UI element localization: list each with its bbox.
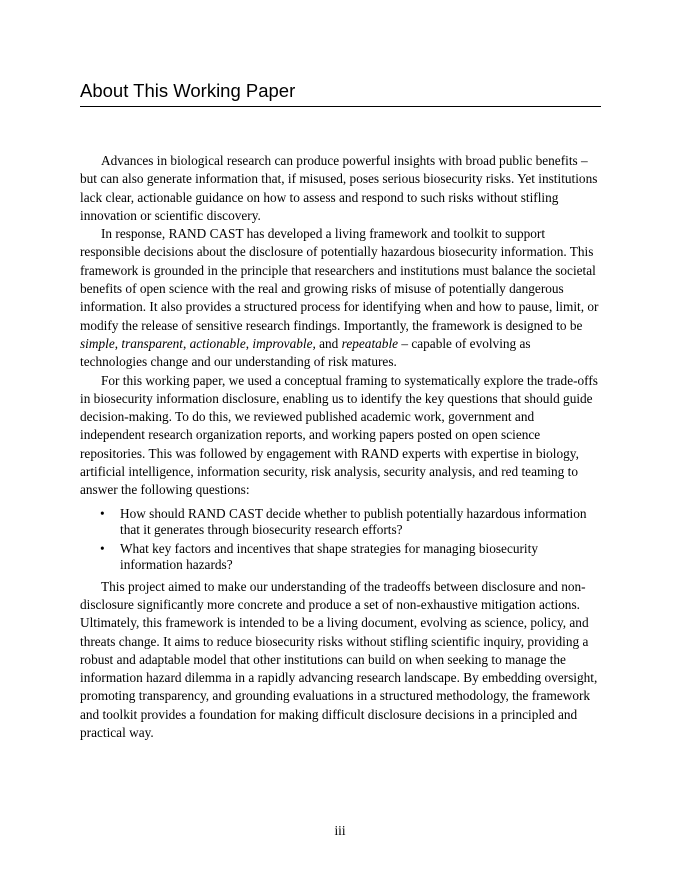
- question-list: [80, 506, 601, 574]
- separator: ,: [245, 335, 253, 351]
- separator: ,: [182, 335, 190, 351]
- bullet-icon: •: [100, 505, 105, 521]
- list-item: [100, 540, 601, 574]
- paragraph-intro: Advances in biological research can produce powerful insights with broad public benefits – but can also generate information that, if misused, poses serious biosecurity risks. Yet institutions lack clear, actionable guidance on how to assess and respond to such risks without stifling innovation or scientific discovery.: [80, 153, 598, 223]
- emphasis-simple: simple: [80, 335, 115, 351]
- list-item-text: How should RAND CAST decide whether to publish potentially hazardous information that it generates through biosecurity research efforts?: [120, 505, 587, 538]
- separator: ,: [114, 335, 122, 351]
- emphasis-actionable: actionable: [189, 335, 246, 351]
- body-text: [80, 152, 601, 742]
- list-item: [100, 505, 601, 539]
- paragraph-conclusion: This project aimed to make our understanding of the tradeoffs between disclosure and non-disclosure significantly more concrete and produce a set of non-exhaustive mitigation actions. Ultimately, this framework is intended to be a living document, evolving as science, policy, and threats change. It aims to reduce biosecurity risks without stifling scientific inquiry, providing a robust and adaptable model that other institutions can build on when seeking to manage the information hazard dilemma in a rapidly advancing research landscape. By embedding oversight, promoting transparency, and grounding evaluations in a structured methodology, the framework and toolkit provides a foundation for making difficult disclosure decisions in a principled and practical way.: [80, 578, 598, 741]
- paragraph-method: For this working paper, we used a conceptual framing to systematically explore the trade-offs in biosecurity information disclosure, enabling us to identify the key questions that should guide decision-making. To do this, we reviewed published academic work, government and independent research organization reports, and working papers posted on open science repositories. This was followed by engagement with RAND experts with expertise in biology, artificial intelligence, information security, risk analysis, security analysis, and red teaming to answer the following questions:: [80, 372, 598, 498]
- page-number: iii: [334, 823, 346, 838]
- conjunction: and: [315, 335, 342, 351]
- framework-text-end: – capable of evolving as technologies change and our understanding of risk matures.: [80, 335, 531, 370]
- list-item-text: What key factors and incentives that shape strategies for managing biosecurity information hazards?: [120, 540, 538, 573]
- paragraph-framework: [80, 225, 601, 371]
- emphasis-transparent: transparent: [121, 335, 183, 351]
- emphasis-repeatable: repeatable: [341, 335, 399, 351]
- framework-text-start: In response, RAND CAST has developed a living framework and toolkit to support responsible decisions about the disclosure of potentially hazardous biosecurity information. This framework is grounded in the principle that researchers and institutions must balance the societal benefits of open science with the real and growing risks of misuse of potentially dangerous information. It also provides a structured process for identifying when and how to pause, limit, or modify the release of sensitive research findings. Importantly, the framework is designed to be: [80, 226, 599, 333]
- page-title: About This Working Paper: [80, 80, 601, 107]
- bullet-icon: •: [100, 540, 105, 556]
- emphasis-improvable: improvable,: [252, 335, 316, 351]
